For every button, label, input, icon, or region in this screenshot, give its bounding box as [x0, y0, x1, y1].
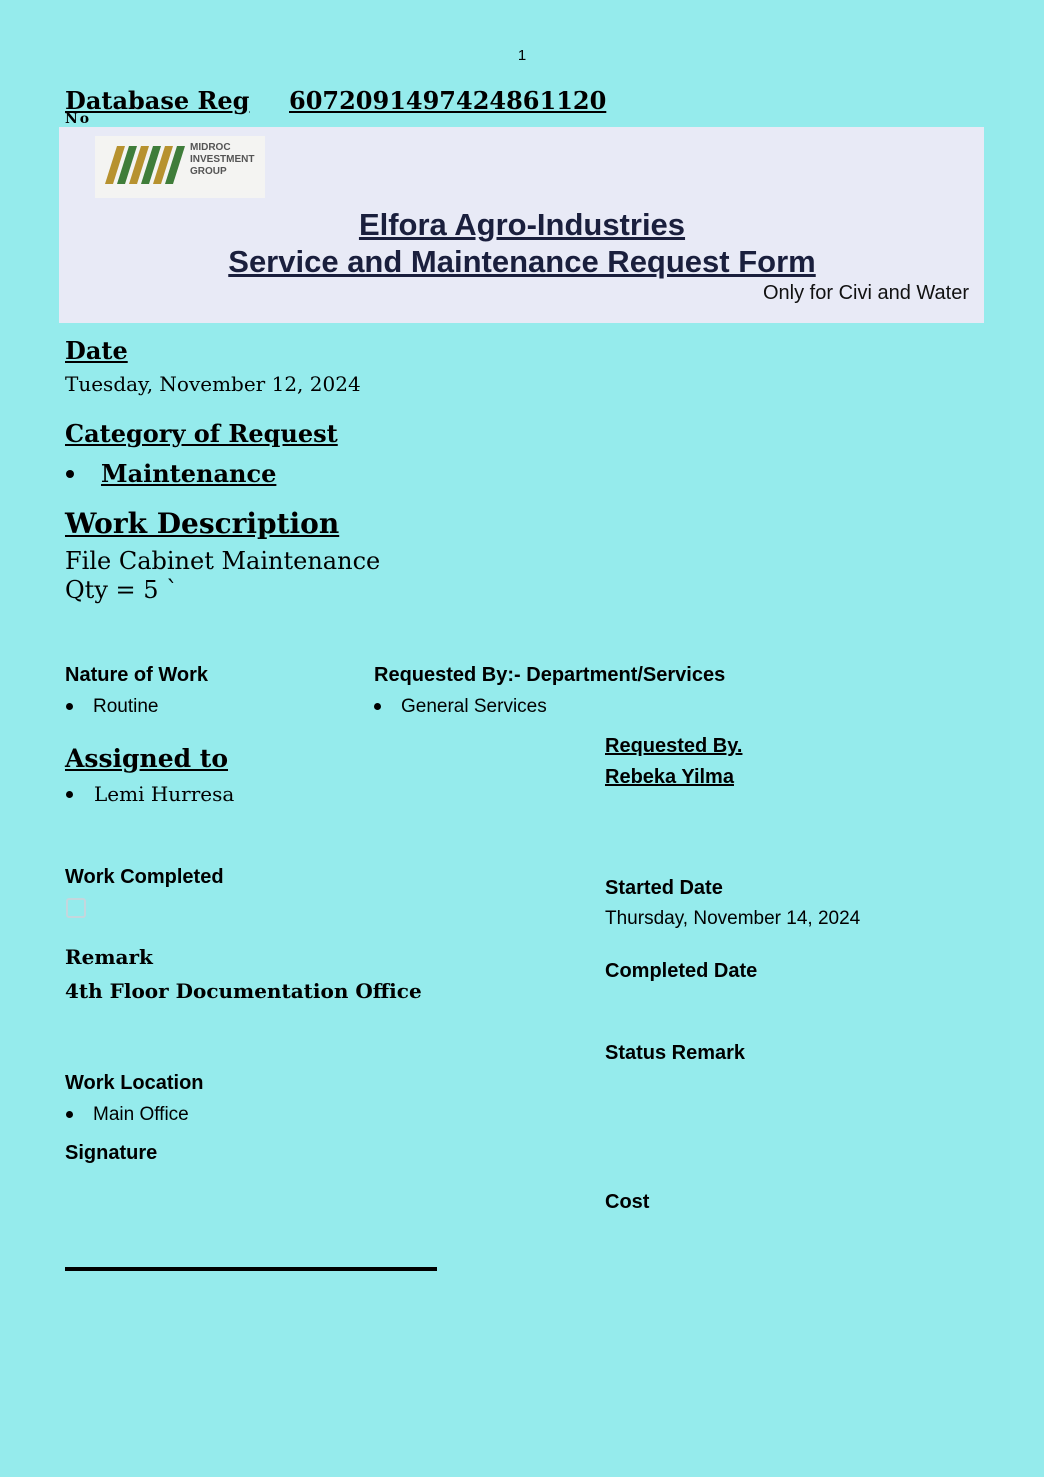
work-completed-checkbox[interactable]	[66, 898, 86, 918]
work-description-line-2: Qty = 5 `	[65, 576, 179, 604]
remark-label: Remark	[65, 945, 153, 969]
logo-text	[190, 142, 254, 178]
form-scope-note: Only for Civi and Water	[763, 282, 969, 304]
logo-line-2: INVESTMENT	[190, 154, 255, 165]
bullet-icon	[66, 791, 73, 798]
bullet-icon	[66, 1111, 73, 1118]
assigned-to-value: Lemi Hurresa	[94, 782, 235, 806]
signature-label: Signature	[65, 1142, 158, 1164]
requested-by-value: Rebeka Yilma	[605, 766, 734, 788]
date-value: Tuesday, November 12, 2024	[65, 372, 361, 396]
started-date-value: Thursday, November 14, 2024	[605, 908, 861, 929]
status-remark-label: Status Remark	[605, 1042, 746, 1064]
logo-mark-icon	[103, 140, 193, 190]
page-title-company: Elfora Agro-Industries	[358, 207, 686, 242]
signature-line	[65, 1267, 437, 1271]
nature-of-work-value: Routine	[93, 696, 159, 717]
work-location-label: Work Location	[65, 1072, 204, 1094]
bullet-icon	[66, 703, 73, 710]
category-label: Category of Request	[65, 419, 338, 448]
completed-date-label: Completed Date	[605, 960, 758, 982]
cost-label: Cost	[605, 1191, 650, 1213]
page-number: 1	[517, 47, 527, 64]
bullet-icon	[374, 703, 381, 710]
work-location-value: Main Office	[93, 1104, 189, 1125]
assigned-to-label: Assigned to	[65, 744, 229, 773]
date-label: Date	[65, 336, 128, 365]
nature-of-work-label: Nature of Work	[65, 664, 208, 686]
requested-by-label: Requested By.	[605, 735, 743, 757]
company-logo	[95, 136, 265, 198]
requested-by-department-label: Requested By:- Department/Services	[374, 664, 726, 686]
database-reg-label-tail: No	[65, 112, 92, 125]
work-description-label: Work Description	[65, 507, 340, 540]
page-title-form: Service and Maintenance Request Form	[228, 244, 816, 279]
logo-line-1: MIDROC	[190, 142, 231, 153]
logo-line-3: GROUP	[190, 166, 227, 177]
category-item: Maintenance	[101, 459, 277, 488]
work-description-line-1: File Cabinet Maintenance	[65, 547, 381, 575]
database-reg-value: 6072091497424861120	[289, 86, 607, 115]
started-date-label: Started Date	[605, 877, 723, 899]
remark-value: 4th Floor Documentation Office	[65, 979, 422, 1003]
bullet-icon	[66, 470, 74, 478]
database-reg-label: Database Reg	[65, 86, 250, 115]
work-completed-label: Work Completed	[65, 866, 224, 888]
requested-by-department-value: General Services	[401, 696, 547, 717]
